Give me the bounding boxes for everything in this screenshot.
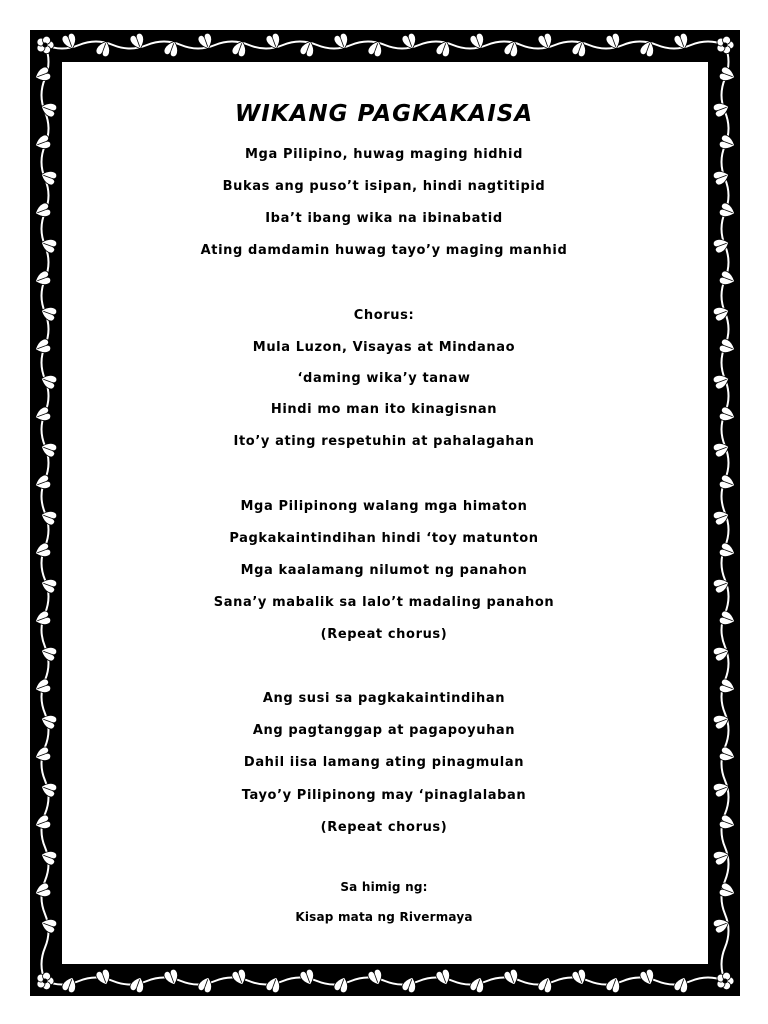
chorus-line-1: Mula Luzon, Visayas at Mindanao (252, 340, 516, 355)
leaf-icon (95, 968, 113, 987)
leaf-icon (673, 975, 691, 994)
leaf-icon (33, 66, 52, 84)
verse3-line-4: Tayo’y Pilipinong may ‘pinaglalaban (241, 788, 527, 803)
leaf-icon (503, 968, 521, 987)
vine-stem (45, 978, 725, 985)
leaf-icon (39, 848, 58, 866)
verse3-line-2: Ang pagtanggap at pagapoyuhan (252, 723, 516, 738)
verse1-line-3: Iba’t ibang wika na ibinabatid (265, 211, 503, 226)
leaf-icon (537, 975, 555, 994)
leaf-icon (639, 968, 657, 987)
chorus-label: Chorus: (353, 308, 415, 323)
leaf-icon (435, 968, 453, 987)
verse2-line-3: Mga kaalamang nilumot ng panahon (240, 563, 528, 578)
leaf-icon (197, 975, 215, 994)
leaf-icon (39, 576, 58, 594)
leaf-icon (333, 975, 351, 994)
verse1-line-4: Ating damdamin huwag tayo’y maging manhid (200, 243, 568, 258)
leaf-icon (571, 968, 589, 987)
leaf-icon (718, 474, 737, 492)
leaf-icon (299, 968, 317, 987)
verse2-line-2: Pagkakaintindihan hindi ‘toy matunton (229, 531, 539, 546)
leaf-icon (61, 975, 79, 994)
leaf-icon (367, 968, 385, 987)
flower-icon (717, 36, 734, 54)
leaf-icon (401, 975, 419, 994)
repeat-chorus-2: (Repeat chorus) (320, 820, 448, 835)
verse1-line-2: Bukas ang puso’t isipan, hindi nagtitipid (222, 179, 546, 194)
vine-stem (45, 42, 725, 49)
leaf-icon (718, 270, 737, 288)
leaf-icon (231, 968, 249, 987)
leaf-icon (718, 66, 737, 84)
chorus-line-2: ‘daming wika’y tanaw (297, 371, 471, 386)
repeat-chorus-1: (Repeat chorus) (320, 627, 448, 642)
verse2-line-4: Sana’y mabalik sa lalo’t madaling panahon (213, 595, 555, 610)
leaf-icon (39, 644, 58, 662)
verse1-line-1: Mga Pilipino, huwag maging hidhid (245, 147, 523, 162)
credits-label: Sa himig ng: (340, 880, 428, 894)
leaf-icon (605, 975, 623, 994)
verse3-line-1: Ang susi sa pagkakaintindihan (262, 691, 506, 706)
verse3-line-3: Dahil iisa lamang ating pinagmulan (243, 755, 525, 770)
flower-icon (717, 972, 734, 990)
chorus-line-3: Hindi mo man ito kinagisnan (270, 402, 498, 417)
credits-song: Kisap mata ng Rivermaya (295, 910, 473, 924)
flower-icon (37, 972, 54, 990)
leaf-icon (265, 975, 283, 994)
chorus-line-4: Ito’y ating respetuhin at pahalagahan (233, 434, 535, 449)
verse2-line-1: Mga Pilipinong walang mga himaton (240, 499, 528, 514)
poem-title: WIKANG PAGKAKAISA (234, 101, 534, 127)
leaf-icon (163, 968, 181, 987)
leaf-icon (129, 975, 147, 994)
flower-icon (37, 36, 54, 54)
leaf-icon (469, 975, 487, 994)
